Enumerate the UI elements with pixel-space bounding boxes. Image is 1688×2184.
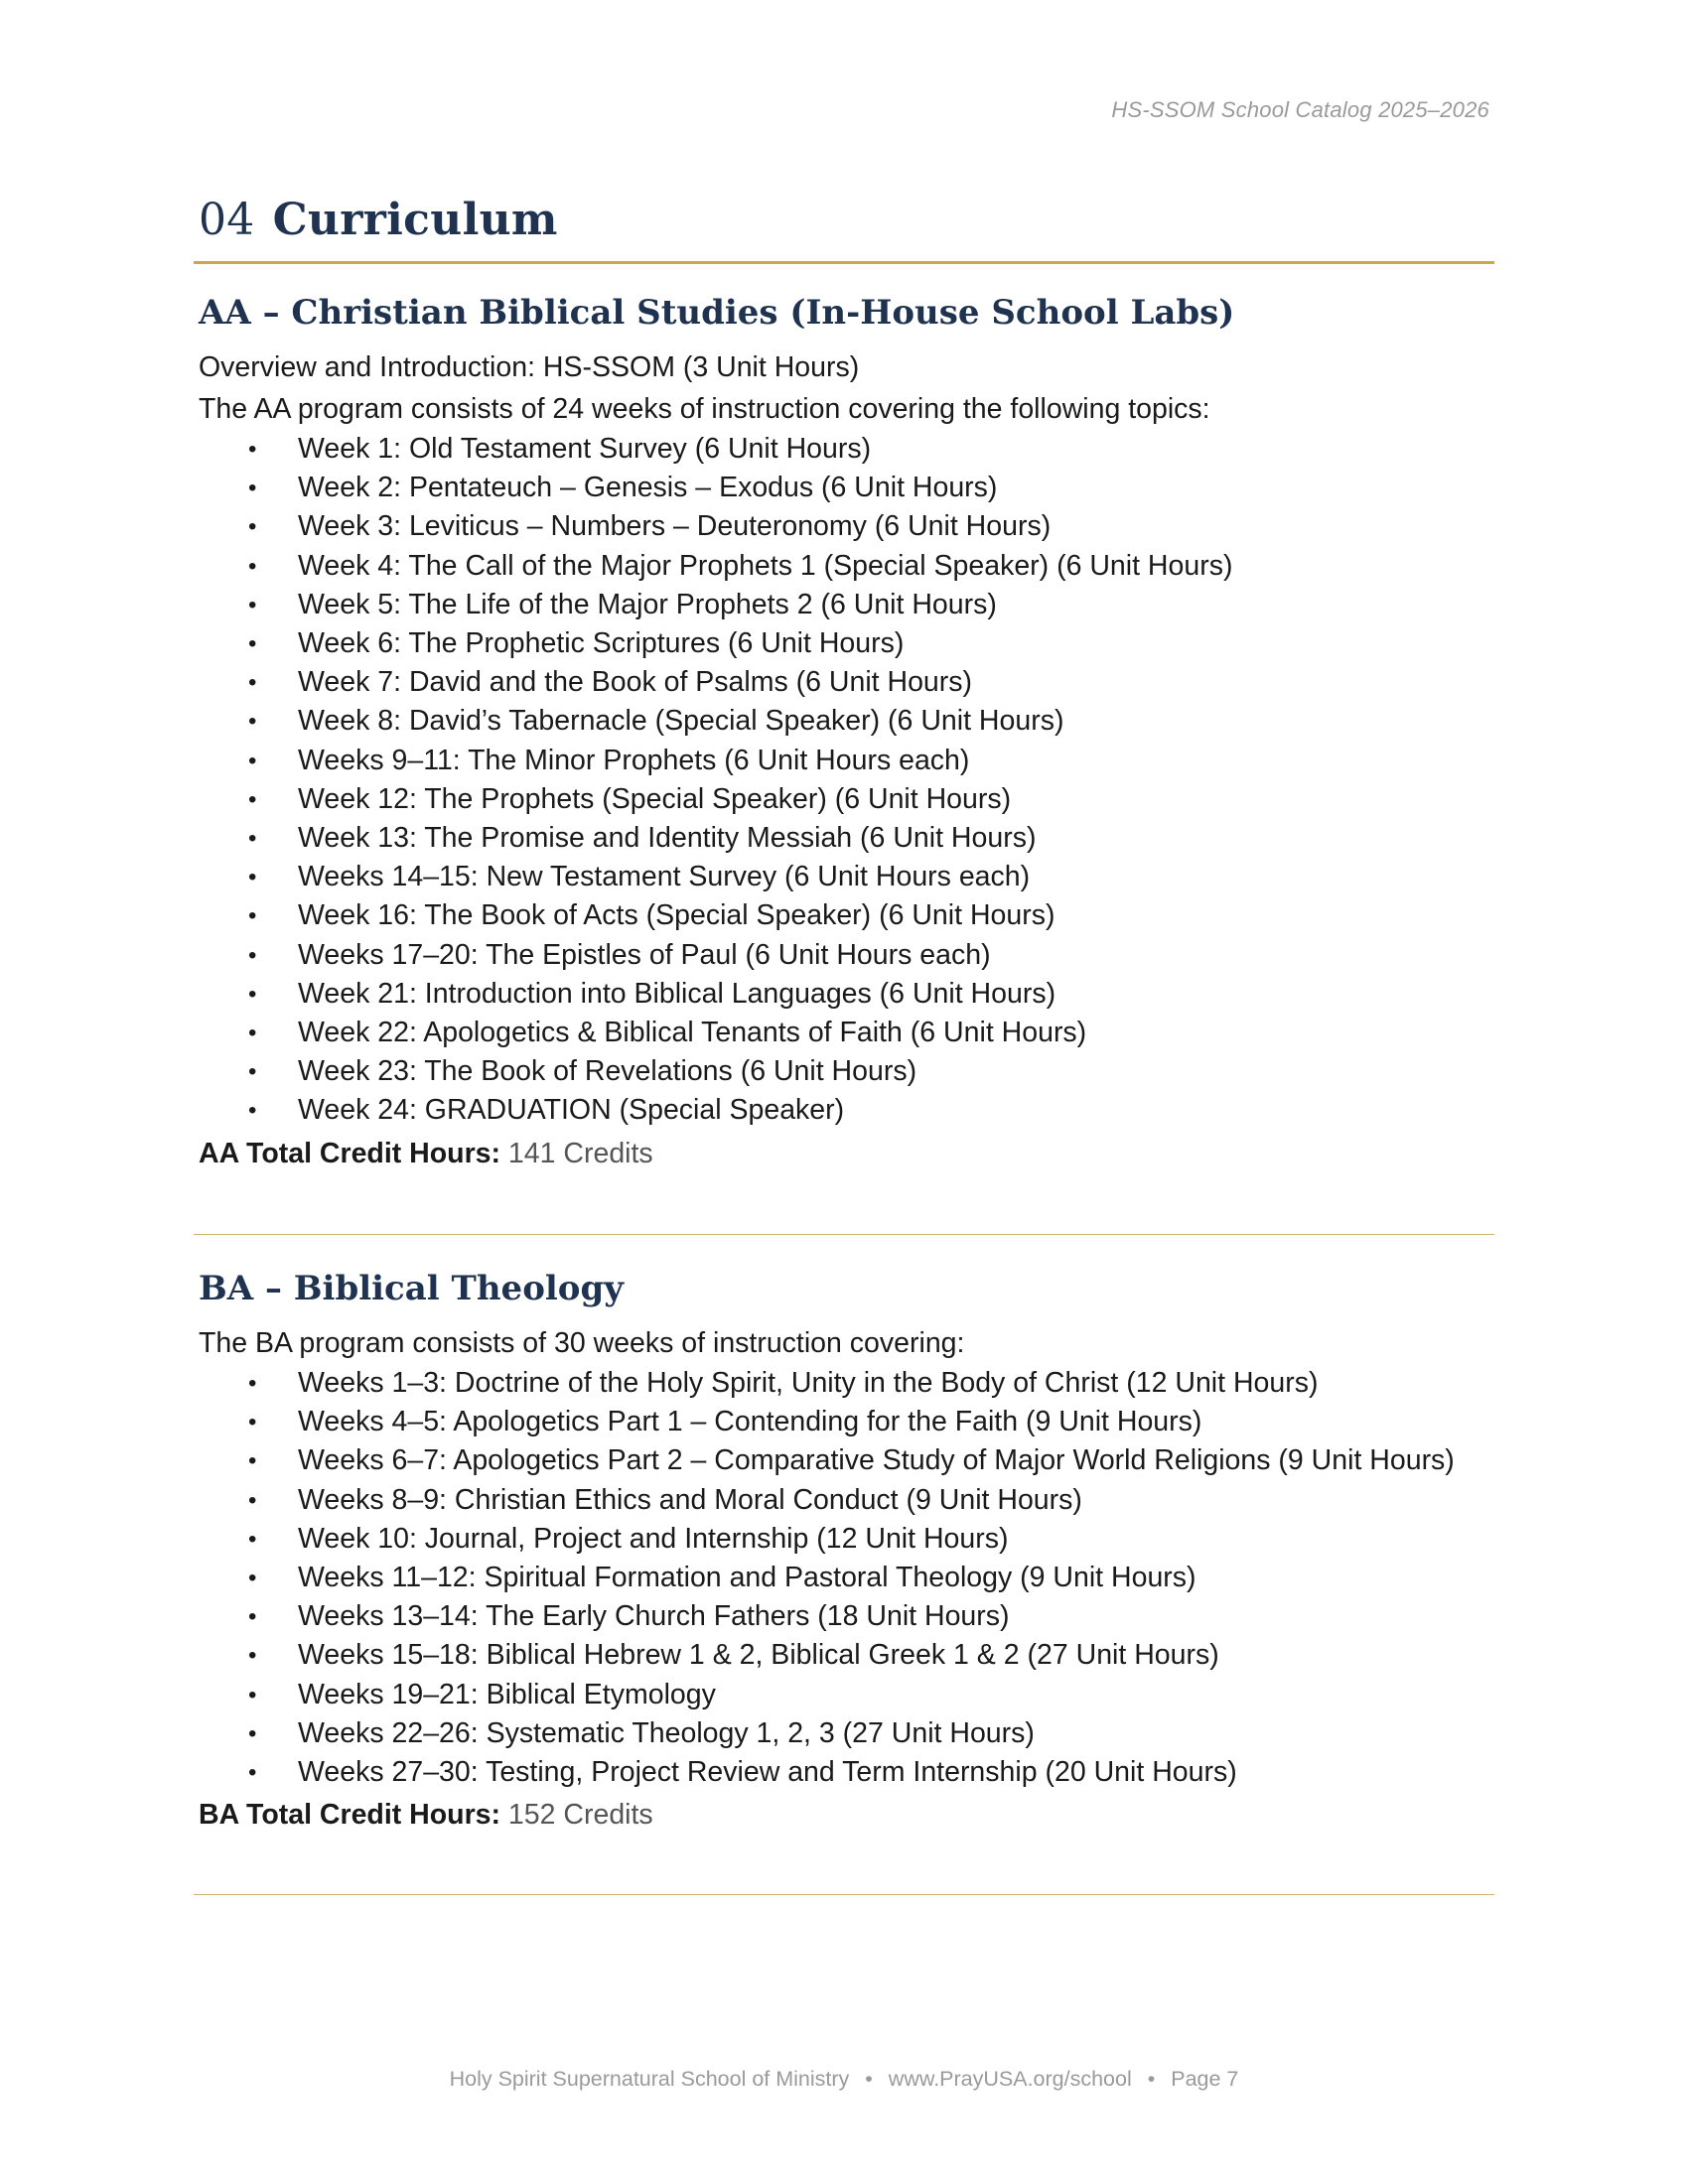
list-item-text: Week 6: The Prophetic Scriptures (6 Unit Hours) [298, 627, 905, 660]
bullet-icon: • [248, 902, 257, 930]
list-item-text: Week 22: Apologetics & Biblical Tenants of Faith (6 Unit Hours) [298, 1017, 1087, 1049]
list-item-text: Weeks 4–5: Apologetics Part 1 – Contending for the Faith (9 Unit Hours) [298, 1406, 1202, 1438]
list-item [199, 469, 1489, 507]
bullet-icon: • [248, 1719, 257, 1747]
list-item [199, 1676, 1489, 1714]
list-item-text: Weeks 6–7: Apologetics Part 2 – Comparative Study of Major World Religions (9 Unit Hours) [298, 1444, 1455, 1477]
footer-website: www.PrayUSA.org/school [888, 2067, 1132, 2091]
bullet-icon: • [248, 1525, 257, 1553]
list-item [199, 819, 1489, 858]
section-aa-heading: AA – Christian Biblical Studies (In-House School Labs) [199, 293, 1235, 333]
bullet-icon: • [248, 980, 257, 1008]
footer-school: Holy Spirit Supernatural School of Ministry [449, 2067, 850, 2091]
chapter-title: Curriculum [272, 195, 558, 245]
bullet-icon: • [248, 1603, 257, 1631]
ba-total [199, 1794, 1489, 1836]
list-item-text: Week 16: The Book of Acts (Special Speaker) (6 Unit Hours) [298, 899, 1055, 932]
list-item-text: Weeks 17–20: The Epistles of Paul (6 Unit Hours each) [298, 938, 991, 971]
list-item [199, 1364, 1489, 1403]
bottom-divider [194, 1894, 1494, 1895]
bullet-icon: • [248, 669, 257, 697]
list-item [199, 624, 1489, 663]
aa-topic-list [199, 430, 1489, 1131]
list-item [199, 547, 1489, 586]
bullet-icon: • [248, 630, 257, 658]
list-item [199, 1520, 1489, 1559]
list-item [199, 1091, 1489, 1130]
list-item [199, 1559, 1489, 1597]
aa-intro: The AA program consists of 24 weeks of instruction covering the following topics: [199, 393, 1210, 425]
list-item-text: Week 3: Leviticus – Numbers – Deuteronomy (6 Unit Hours) [298, 510, 1052, 543]
list-item-text: Weeks 22–26: Systematic Theology 1, 2, 3 (27 Unit Hours) [298, 1716, 1035, 1749]
bullet-icon: • [248, 785, 257, 813]
bullet-icon: • [248, 1058, 257, 1086]
bullet-icon: • [248, 1759, 257, 1787]
title-divider [194, 261, 1494, 264]
list-item [199, 896, 1489, 935]
list-item-text: Week 23: The Book of Revelations (6 Unit Hours) [298, 1055, 917, 1088]
list-item [199, 1714, 1489, 1753]
list-item [199, 1753, 1489, 1792]
bullet-icon: • [248, 1447, 257, 1475]
list-item-text: Week 13: The Promise and Identity Messiah (6 Unit Hours) [298, 822, 1037, 855]
list-item [199, 1014, 1489, 1052]
bullet-icon: • [248, 475, 257, 502]
list-item-text: Weeks 1–3: Doctrine of the Holy Spirit, Unity in the Body of Christ (12 Unit Hours) [298, 1367, 1319, 1399]
chapter-number: 04 [199, 195, 255, 245]
list-item [199, 1597, 1489, 1636]
section-divider [194, 1234, 1494, 1235]
bullet-icon: • [248, 1409, 257, 1436]
bullet-icon: • [248, 1681, 257, 1708]
bullet-icon: • [248, 825, 257, 853]
list-item [199, 507, 1489, 546]
bullet-icon: • [248, 513, 257, 541]
aa-total-value: 141 Credits [507, 1137, 653, 1169]
list-item [199, 1403, 1489, 1441]
list-item-text: Weeks 9–11: The Minor Prophets (6 Unit Hours each) [298, 744, 970, 776]
list-item-text: Week 4: The Call of the Major Prophets 1 (Special Speaker) (6 Unit Hours) [298, 549, 1233, 582]
list-item [199, 702, 1489, 741]
page-title [199, 195, 558, 245]
bullet-icon: • [248, 864, 257, 891]
bullet-icon: • [248, 1370, 257, 1397]
list-item-text: Weeks 11–12: Spiritual Formation and Pastoral Theology (9 Unit Hours) [298, 1562, 1196, 1594]
list-item-text: Week 10: Journal, Project and Internship (12 Unit Hours) [298, 1522, 1009, 1555]
section-ba-heading: BA – Biblical Theology [199, 1269, 624, 1308]
list-item [199, 430, 1489, 469]
bullet-icon: • [248, 436, 257, 463]
list-item [199, 663, 1489, 702]
bullet-icon: • [248, 1486, 257, 1514]
list-item [199, 1636, 1489, 1675]
list-item [199, 586, 1489, 624]
list-item-text: Weeks 8–9: Christian Ethics and Moral Conduct (9 Unit Hours) [298, 1483, 1082, 1516]
aa-total-label: AA Total Credit Hours: [199, 1137, 500, 1169]
aa-total [199, 1133, 1489, 1174]
list-item [199, 858, 1489, 896]
list-item-text: Week 21: Introduction into Biblical Languages (6 Unit Hours) [298, 977, 1056, 1010]
list-item-text: Week 24: GRADUATION (Special Speaker) [298, 1094, 845, 1127]
list-item-text: Weeks 19–21: Biblical Etymology [298, 1678, 716, 1710]
list-item-text: Week 1: Old Testament Survey (6 Unit Hours) [298, 433, 872, 465]
ba-total-label: BA Total Credit Hours: [199, 1799, 500, 1832]
ba-total-value: 152 Credits [507, 1799, 653, 1832]
bullet-icon: • [248, 552, 257, 580]
bullet-icon: • [248, 591, 257, 618]
list-item [199, 936, 1489, 975]
list-item [199, 742, 1489, 780]
list-item [199, 780, 1489, 819]
list-item-text: Week 5: The Life of the Major Prophets 2 (6 Unit Hours) [298, 588, 997, 620]
list-item [199, 1052, 1489, 1091]
bullet-icon: • [248, 1565, 257, 1592]
list-item-text: Weeks 27–30: Testing, Project Review and Term Internship (20 Unit Hours) [298, 1756, 1237, 1789]
list-item-text: Weeks 13–14: The Early Church Fathers (18 Unit Hours) [298, 1600, 1010, 1633]
list-item-text: Weeks 14–15: New Testament Survey (6 Unit Hours each) [298, 861, 1031, 893]
footer-separator: • [1147, 2067, 1156, 2091]
bullet-icon: • [248, 1642, 257, 1670]
list-item [199, 975, 1489, 1014]
footer-separator: • [865, 2067, 873, 2091]
bullet-icon: • [248, 708, 257, 736]
list-item [199, 1441, 1489, 1480]
list-item-text: Week 8: David’s Tabernacle (Special Speaker) (6 Unit Hours) [298, 705, 1064, 738]
bullet-icon: • [248, 941, 257, 969]
list-item-text: Weeks 15–18: Biblical Hebrew 1 & 2, Biblical Greek 1 & 2 (27 Unit Hours) [298, 1639, 1219, 1672]
bullet-icon: • [248, 747, 257, 774]
list-item-text: Week 2: Pentateuch – Genesis – Exodus (6 Unit Hours) [298, 472, 998, 504]
page-footer [0, 2067, 1688, 2092]
section-aa [199, 291, 1489, 1174]
list-item [199, 1481, 1489, 1520]
footer-page-number: Page 7 [1171, 2067, 1239, 2091]
aa-overview: Overview and Introduction: HS-SSOM (3 Unit Hours) [199, 351, 860, 383]
bullet-icon: • [248, 1020, 257, 1047]
list-item-text: Week 12: The Prophets (Special Speaker) (6 Unit Hours) [298, 782, 1012, 815]
section-ba [199, 1267, 1489, 1836]
bullet-icon: • [248, 1097, 257, 1125]
running-header: HS-SSOM School Catalog 2025–2026 [1111, 97, 1489, 122]
ba-intro: The BA program consists of 30 weeks of instruction covering: [199, 1327, 965, 1359]
list-item-text: Week 7: David and the Book of Psalms (6 Unit Hours) [298, 666, 973, 699]
ba-topic-list [199, 1364, 1489, 1792]
